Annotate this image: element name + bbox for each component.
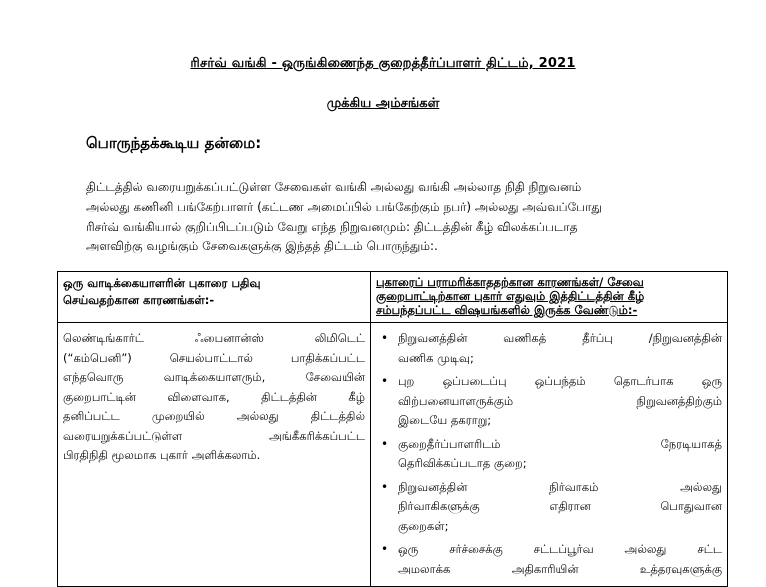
header-line: புகாரைப் பராமரிக்காததற்கான காரணங்கள்/ சேவை (376, 275, 644, 289)
item-line: அமலாக்க அதிகாரியின் உத்தரவுகளுக்கு (398, 561, 722, 576)
list-item (381, 540, 722, 579)
right-column-header (371, 272, 728, 323)
item-line: புற ஒப்படைப்பு ஒப்பந்தம் தொடர்பாக ஒரு (398, 374, 722, 388)
cell-line: தனிப்பட்ட முறையில் அல்லது திட்டத்தில் (63, 409, 365, 423)
item-line: நிர்வாகிகளுக்கு எதிரான பொதுவான (398, 499, 722, 513)
section-heading: பொருந்தக்கூடிய தன்மை: (86, 134, 262, 152)
bullet-icon: • (381, 331, 389, 345)
bullet-icon: • (381, 374, 389, 388)
header-line: செய்வதற்கான காரணங்கள்:- (63, 293, 215, 307)
bullet-icon: • (381, 436, 389, 451)
applicability-paragraph (86, 178, 686, 257)
paragraph-line: அல்லது கணினி பங்கேற்பாளர் (கட்டண அமைப்பில் பங்கேற்கும் நபர்) அல்லது அவ்வப்போது (86, 199, 602, 214)
list-item (381, 478, 722, 537)
cell-line: பிரதிநிதி மூலமாக புகார் அளிக்கலாம். (63, 448, 261, 462)
paragraph-line: அளவிற்கு வழங்கும் சேவைகளுக்கு இந்தத் திட்டம் பொருந்தும்:. (86, 239, 438, 254)
item-line: நிறுவனத்தின் வணிகத் தீர்ப்பு /நிறுவனத்தின் (398, 331, 722, 345)
bullet-icon: • (381, 479, 389, 494)
document-title: ரிசர்வ் வங்கி - ஒருங்கிணைந்த குறைத்தீர்ப்பாளர் திட்டம், 2021 (190, 56, 576, 71)
list-item (381, 435, 722, 474)
cell-line: வரையறுக்கப்பட்டுள்ள அங்கீகரிக்கப்பட்ட (63, 428, 365, 443)
cell-line: லெண்டிங்கார்ட் ஃபைனான்ஸ் லிமிடெட் (63, 331, 365, 345)
item-line: குறைதீர்ப்பாளரிடம் நேரடியாகத் (398, 436, 722, 451)
document-subtitle: முக்கிய அம்சங்கள் (326, 96, 440, 111)
paragraph-line: ரிசர்வ் வங்கியால் குறிப்பிடப்படும் வேறு எந்த நிறுவனமும்: திட்டத்தின் கீழ் விலக்கப்படாத (86, 219, 578, 234)
cell-line: எந்தவொரு வாடிக்கையாளரும், சேவையின் (63, 370, 365, 384)
header-line: ஒரு வாடிக்கையாளரின் புகாரை பதிவு (63, 276, 261, 290)
item-line: தெரிவிக்கப்படாத குறை; (398, 456, 527, 470)
grounds-table (57, 271, 728, 587)
cell-line: (“கம்பெனி”) செயல்பாட்டால் பாதிக்கப்பட்ட (63, 350, 365, 365)
bullet-icon: • (381, 542, 389, 556)
item-line: நிறுவனத்தின் நிர்வாகம் அல்லது (398, 479, 722, 494)
item-line: வணிக முடிவு; (398, 350, 474, 365)
item-line: விற்பனையாளருக்கும் நிறுவனத்திற்கும் (398, 393, 722, 408)
header-line: சம்பந்தப்பட்ட விஷயங்களில் இருக்க வேண்டும்:- (376, 303, 638, 317)
table-body-row (58, 323, 728, 587)
left-column-header (58, 272, 371, 323)
exclusions-list (376, 329, 722, 579)
exclusions-cell (371, 323, 728, 587)
item-line: ஒரு சர்ச்சைக்கு சட்டப்பூர்வ அல்லது சட்ட (398, 542, 722, 556)
complaint-grounds-cell (58, 323, 371, 587)
list-item (381, 372, 722, 431)
paragraph-line: திட்டத்தில் வரையறுக்கப்பட்டுள்ள சேவைகள் வங்கி அல்லது வங்கி அல்லாத நிதி நிறுவனம் (86, 180, 582, 194)
list-item (381, 329, 722, 368)
item-line: குறைகள்; (398, 518, 449, 533)
header-line: குறைபாட்டிற்கான புகார் எதுவும் இத்திட்டத்தின் கீழ் (376, 289, 645, 303)
item-line: இடையே தகராறு; (398, 413, 492, 427)
cell-line: குறைபாட்டின் விளைவாக, திட்டத்தின் கீழ் (63, 389, 365, 404)
table-header-row (58, 272, 728, 323)
